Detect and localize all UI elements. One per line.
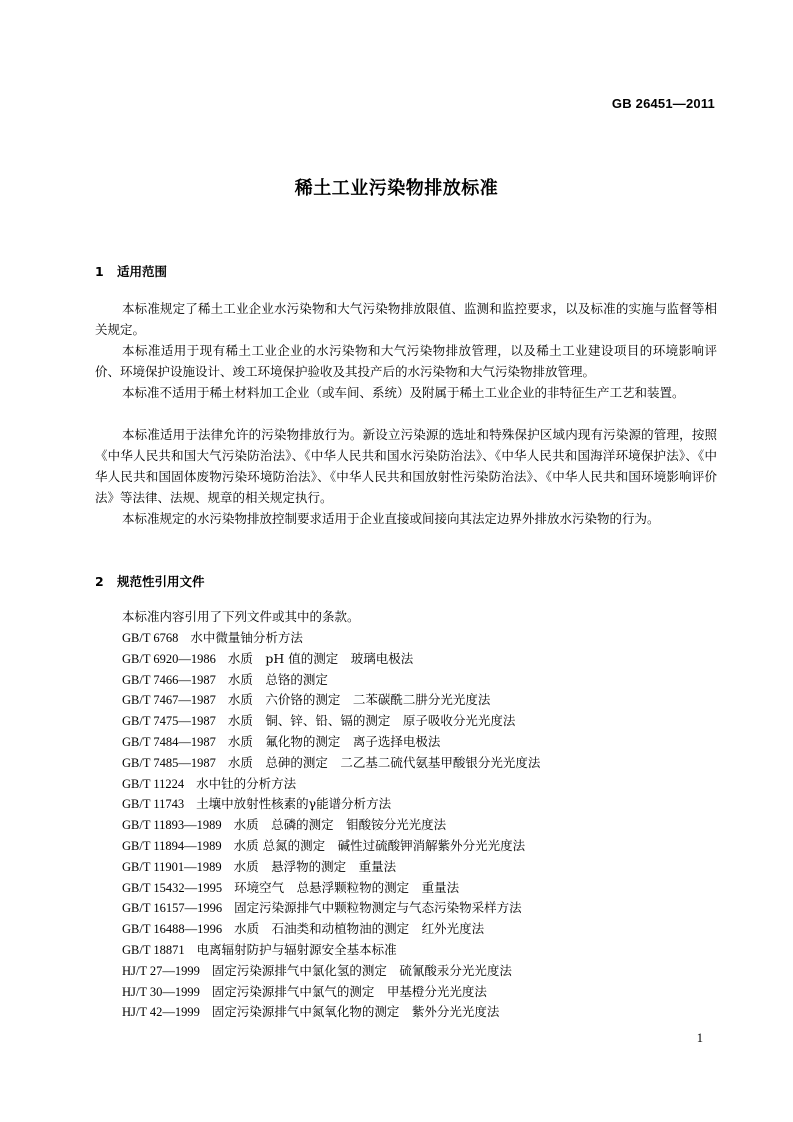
reference-code: GB/T 7484—1987 xyxy=(122,734,216,749)
reference-list xyxy=(122,628,540,1023)
paragraph: 本标准规定了稀土工业企业水污染物和大气污染物排放限值、监测和监控要求，以及标准的实施与监督等相关规定。 xyxy=(95,301,717,337)
reference-title: 电离辐射防护与辐射源安全基本标准 xyxy=(196,941,397,957)
reference-code: HJ/T 42—1999 xyxy=(122,1005,200,1020)
reference-item xyxy=(122,690,540,711)
reference-code: GB/T 7467—1987 xyxy=(122,693,216,708)
reference-code: GB/T 11743 xyxy=(122,797,185,812)
reference-code: GB/T 6920—1986 xyxy=(122,651,216,666)
reference-item xyxy=(122,711,540,732)
reference-title: 水质 氟化物的测定 离子选择电极法 xyxy=(227,733,441,749)
reference-title: 水中微量铀分析方法 xyxy=(190,630,303,645)
reference-title: 水质 悬浮物的测定 重量法 xyxy=(233,858,397,874)
paragraph: 本标准规定的水污染物排放控制要求适用于企业直接或间接向其法定边界外排放水污染物的行为。 xyxy=(122,511,660,526)
reference-title: 水质 pH 值的测定 玻璃电极法 xyxy=(227,650,414,666)
section-1-title: 适用范围 xyxy=(117,264,168,279)
section-2-number: 2 xyxy=(95,574,104,589)
reference-code: GB/T 11893—1989 xyxy=(122,818,222,833)
paragraph: 本标准不适用于稀土材料加工企业（或车间、系统）及附属于稀土工业企业的非特征生产工艺和装置。 xyxy=(122,385,685,400)
reference-code: GB/T 11901—1989 xyxy=(122,859,222,874)
reference-title: 固定污染源排气中氮氧化物的测定 紫外分光光度法 xyxy=(211,1004,500,1020)
reference-code: GB/T 16488—1996 xyxy=(122,922,223,937)
reference-code: GB/T 15432—1995 xyxy=(122,880,223,895)
reference-item xyxy=(122,732,540,753)
reference-title: 水质 六价铬的测定 二苯碳酰二肼分光光度法 xyxy=(227,692,491,708)
reference-code: GB/T 11894—1989 xyxy=(122,838,222,853)
reference-item xyxy=(122,857,540,878)
reference-title: 环境空气 总悬浮颗粒物的测定 重量法 xyxy=(234,879,460,895)
reference-code: GB/T 7475—1987 xyxy=(122,714,216,729)
reference-item xyxy=(122,982,540,1003)
document-title: 稀土工业污染物排放标准 xyxy=(294,178,499,199)
reference-item xyxy=(122,774,540,795)
reference-item xyxy=(122,670,540,691)
reference-code: GB/T 18871 xyxy=(122,942,185,957)
paragraph: 本标准适用于法律允许的污染物排放行为。新设立污染源的选址和特殊保护区域内现有污染源的管理，按照《中华人民共和国大气污染防治法》、《中华人民共和国水污染防治法》、《中华人民共和国海洋环境保护法》、《中华人民共和国固体废物污染环境防治法》、《中华人民共和国放射性污染防治法》、《中华人民共和国环境影响评价法》等法律、法规、规章的相关规定执行。 xyxy=(95,427,717,505)
reference-title: 固定污染源排气中颗粒物测定与气态污染物采样方法 xyxy=(234,900,522,916)
reference-code: GB/T 11224 xyxy=(122,776,185,791)
reference-item xyxy=(122,1002,540,1023)
reference-code: HJ/T 30—1999 xyxy=(122,984,200,999)
reference-item xyxy=(122,628,540,649)
standard-code: GB 26451—2011 xyxy=(611,96,715,111)
reference-title: 水质 总铬的测定 xyxy=(227,671,328,687)
reference-title: 固定污染源排气中氯气的测定 甲基橙分光光度法 xyxy=(211,983,487,999)
reference-title: 土壤中放射性核素的γ能谱分析方法 xyxy=(196,796,392,812)
reference-code: GB/T 6768 xyxy=(122,631,179,645)
reference-code: HJ/T 27—1999 xyxy=(122,963,200,978)
reference-item xyxy=(122,940,540,961)
reference-code: GB/T 7485—1987 xyxy=(122,755,216,770)
reference-item xyxy=(122,878,540,899)
page-number: 1 xyxy=(696,1031,703,1045)
reference-title: 固定污染源排气中氯化氢的测定 硫氰酸汞分光光度法 xyxy=(211,962,512,978)
reference-code: GB/T 7466—1987 xyxy=(122,672,216,687)
section-1-heading xyxy=(95,262,167,280)
reference-code: GB/T 16157—1996 xyxy=(122,901,223,916)
reference-item xyxy=(122,753,540,774)
reference-title: 水质 石油类和动植物油的测定 红外光度法 xyxy=(234,921,485,937)
section-2-title: 规范性引用文件 xyxy=(117,574,205,589)
reference-title: 水中钍的分析方法 xyxy=(196,775,297,791)
reference-title: 水质 总氮的测定 碱性过硫酸钾消解紫外分光光度法 xyxy=(233,837,526,853)
section-1-number: 1 xyxy=(95,264,104,279)
reference-title: 水质 铜、锌、铅、镉的测定 原子吸收分光光度法 xyxy=(227,713,516,729)
reference-item xyxy=(122,836,540,857)
reference-item xyxy=(122,898,540,919)
reference-item xyxy=(122,961,540,982)
reference-item xyxy=(122,815,540,836)
reference-item xyxy=(122,919,540,940)
reference-item xyxy=(122,794,540,815)
reference-title: 水质 总砷的测定 二乙基二硫代氨基甲酸银分光光度法 xyxy=(227,754,541,770)
section-2-intro: 本标准内容引用了下列文件或其中的条款。 xyxy=(122,609,360,624)
paragraph: 本标准适用于现有稀土工业企业的水污染物和大气污染物排放管理，以及稀土工业建设项目的环境影响评价、环境保护设施设计、竣工环境保护验收及其投产后的水污染物和大气污染物排放管理。 xyxy=(95,343,717,379)
section-2-heading xyxy=(95,572,205,590)
reference-title: 水质 总磷的测定 钼酸铵分光光度法 xyxy=(233,817,447,833)
reference-item xyxy=(122,649,540,670)
